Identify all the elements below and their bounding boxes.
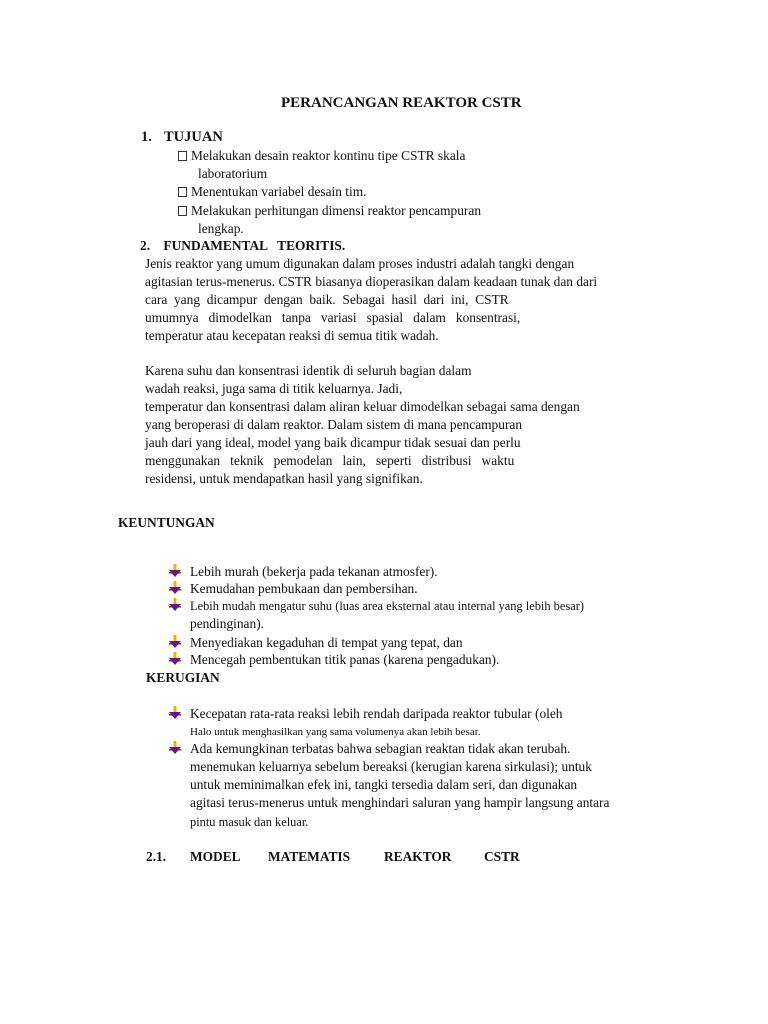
arrow-down-bullet-icon — [168, 635, 182, 649]
kerugian-item: Ada kemungkinan terbatas bahwa sebagian reaktan tidak akan terubah. — [190, 741, 571, 756]
paragraph-line: wadah reaksi, juga sama di titik keluarnya. Jadi, — [145, 381, 403, 396]
tujuan-heading: TUJUAN — [164, 129, 223, 145]
paragraph-line: cara yang dicampur dengan baik. Sebagai hasil dari ini, CSTR — [145, 292, 509, 307]
arrow-down-bullet-icon — [168, 598, 182, 612]
tujuan-item-3-cont: lengkap. — [198, 221, 244, 236]
keuntungan-item: Lebih mudah mengatur suhu (luas area eksternal atau internal yang lebih besar) — [190, 599, 584, 613]
paragraph-line: agitasian terus-menerus. CSTR biasanya dioperasikan dalam keadaan tunak dan dari — [145, 274, 598, 289]
section-number: 2.1. — [146, 849, 167, 864]
checkbox-icon — [178, 151, 187, 161]
keuntungan-item: Lebih murah (bekerja pada tekanan atmosfer). — [190, 564, 438, 579]
checkbox-icon — [178, 206, 187, 216]
paragraph-line: Karena suhu dan konsentrasi identik di seluruh bagian dalam — [145, 363, 472, 378]
kerugian-item: Kecepatan rata-rata reaksi lebih rendah daripada reaktor tubular (oleh — [190, 706, 563, 721]
paragraph-line: yang beroperasi di dalam reaktor. Dalam sistem di mana pencampuran — [145, 417, 523, 432]
kerugian-item-cont: Halo untuk menghasilkan yang sama volumenya akan lebih besar. — [190, 726, 481, 738]
paragraph-line: menggunakan teknik pemodelan lain, seperti distribusi waktu — [145, 453, 515, 468]
tujuan-item-1: Melakukan desain reaktor kontinu tipe CSTR skala — [191, 148, 466, 163]
keuntungan-heading: KEUNTUNGAN — [118, 515, 215, 530]
tujuan-item-2: Menentukan variabel desain tim. — [191, 184, 367, 199]
kerugian-item-cont: untuk meminimalkan efek ini, tangki tersedia dalam seri, dan digunakan — [190, 777, 578, 792]
kerugian-item-cont: agitasi terus-menerus untuk menghindari saluran yang hampir langsung antara — [190, 795, 610, 810]
arrow-down-bullet-icon — [168, 741, 182, 755]
kerugian-item-cont: pintu masuk dan keluar. — [190, 815, 309, 829]
kerugian-item-cont: menemukan keluarnya sebelum bereaksi (kerugian karena sirkulasi); untuk — [190, 759, 592, 774]
paragraph-line: temperatur atau kecepatan reaksi di semua titik wadah. — [145, 328, 439, 343]
paragraph-line: umumnya dimodelkan tanpa variasi spasial dalam konsentrasi, — [145, 310, 521, 325]
section-heading-word: MODEL — [190, 849, 241, 864]
section-heading-word: CSTR — [484, 849, 520, 864]
paragraph-line: temperatur dan konsentrasi dalam aliran keluar dimodelkan sebagai sama dengan — [145, 399, 580, 414]
arrow-down-bullet-icon — [168, 564, 182, 578]
page-title: PERANCANGAN REAKTOR CSTR — [281, 95, 522, 111]
tujuan-number: 1. — [141, 129, 152, 145]
keuntungan-item-cont: pendinginan). — [190, 616, 265, 631]
fundamental-heading: 2. FUNDAMENTAL TEORITIS. — [140, 238, 346, 253]
paragraph-line: residensi, untuk mendapatkan hasil yang signifikan. — [145, 471, 423, 486]
arrow-down-bullet-icon — [168, 581, 182, 595]
tujuan-item-1-cont: laboratorium — [198, 166, 268, 181]
tujuan-item-3: Melakukan perhitungan dimensi reaktor pencampuran — [191, 203, 482, 218]
keuntungan-item: Menyediakan kegaduhan di tempat yang tepat, dan — [190, 635, 463, 650]
section-heading-word: MATEMATIS — [268, 849, 351, 864]
kerugian-heading: KERUGIAN — [146, 670, 220, 685]
checkbox-icon — [178, 187, 187, 197]
section-heading-word: REAKTOR — [384, 849, 452, 864]
paragraph-line: jauh dari yang ideal, model yang baik dicampur tidak sesuai dan perlu — [145, 435, 521, 450]
keuntungan-item: Mencegah pembentukan titik panas (karena pengadukan). — [190, 652, 500, 667]
paragraph-line: Jenis reaktor yang umum digunakan dalam proses industri adalah tangki dengan — [145, 256, 575, 271]
arrow-down-bullet-icon — [168, 652, 182, 666]
keuntungan-item: Kemudahan pembukaan dan pembersihan. — [190, 581, 418, 596]
arrow-down-bullet-icon — [168, 706, 182, 720]
